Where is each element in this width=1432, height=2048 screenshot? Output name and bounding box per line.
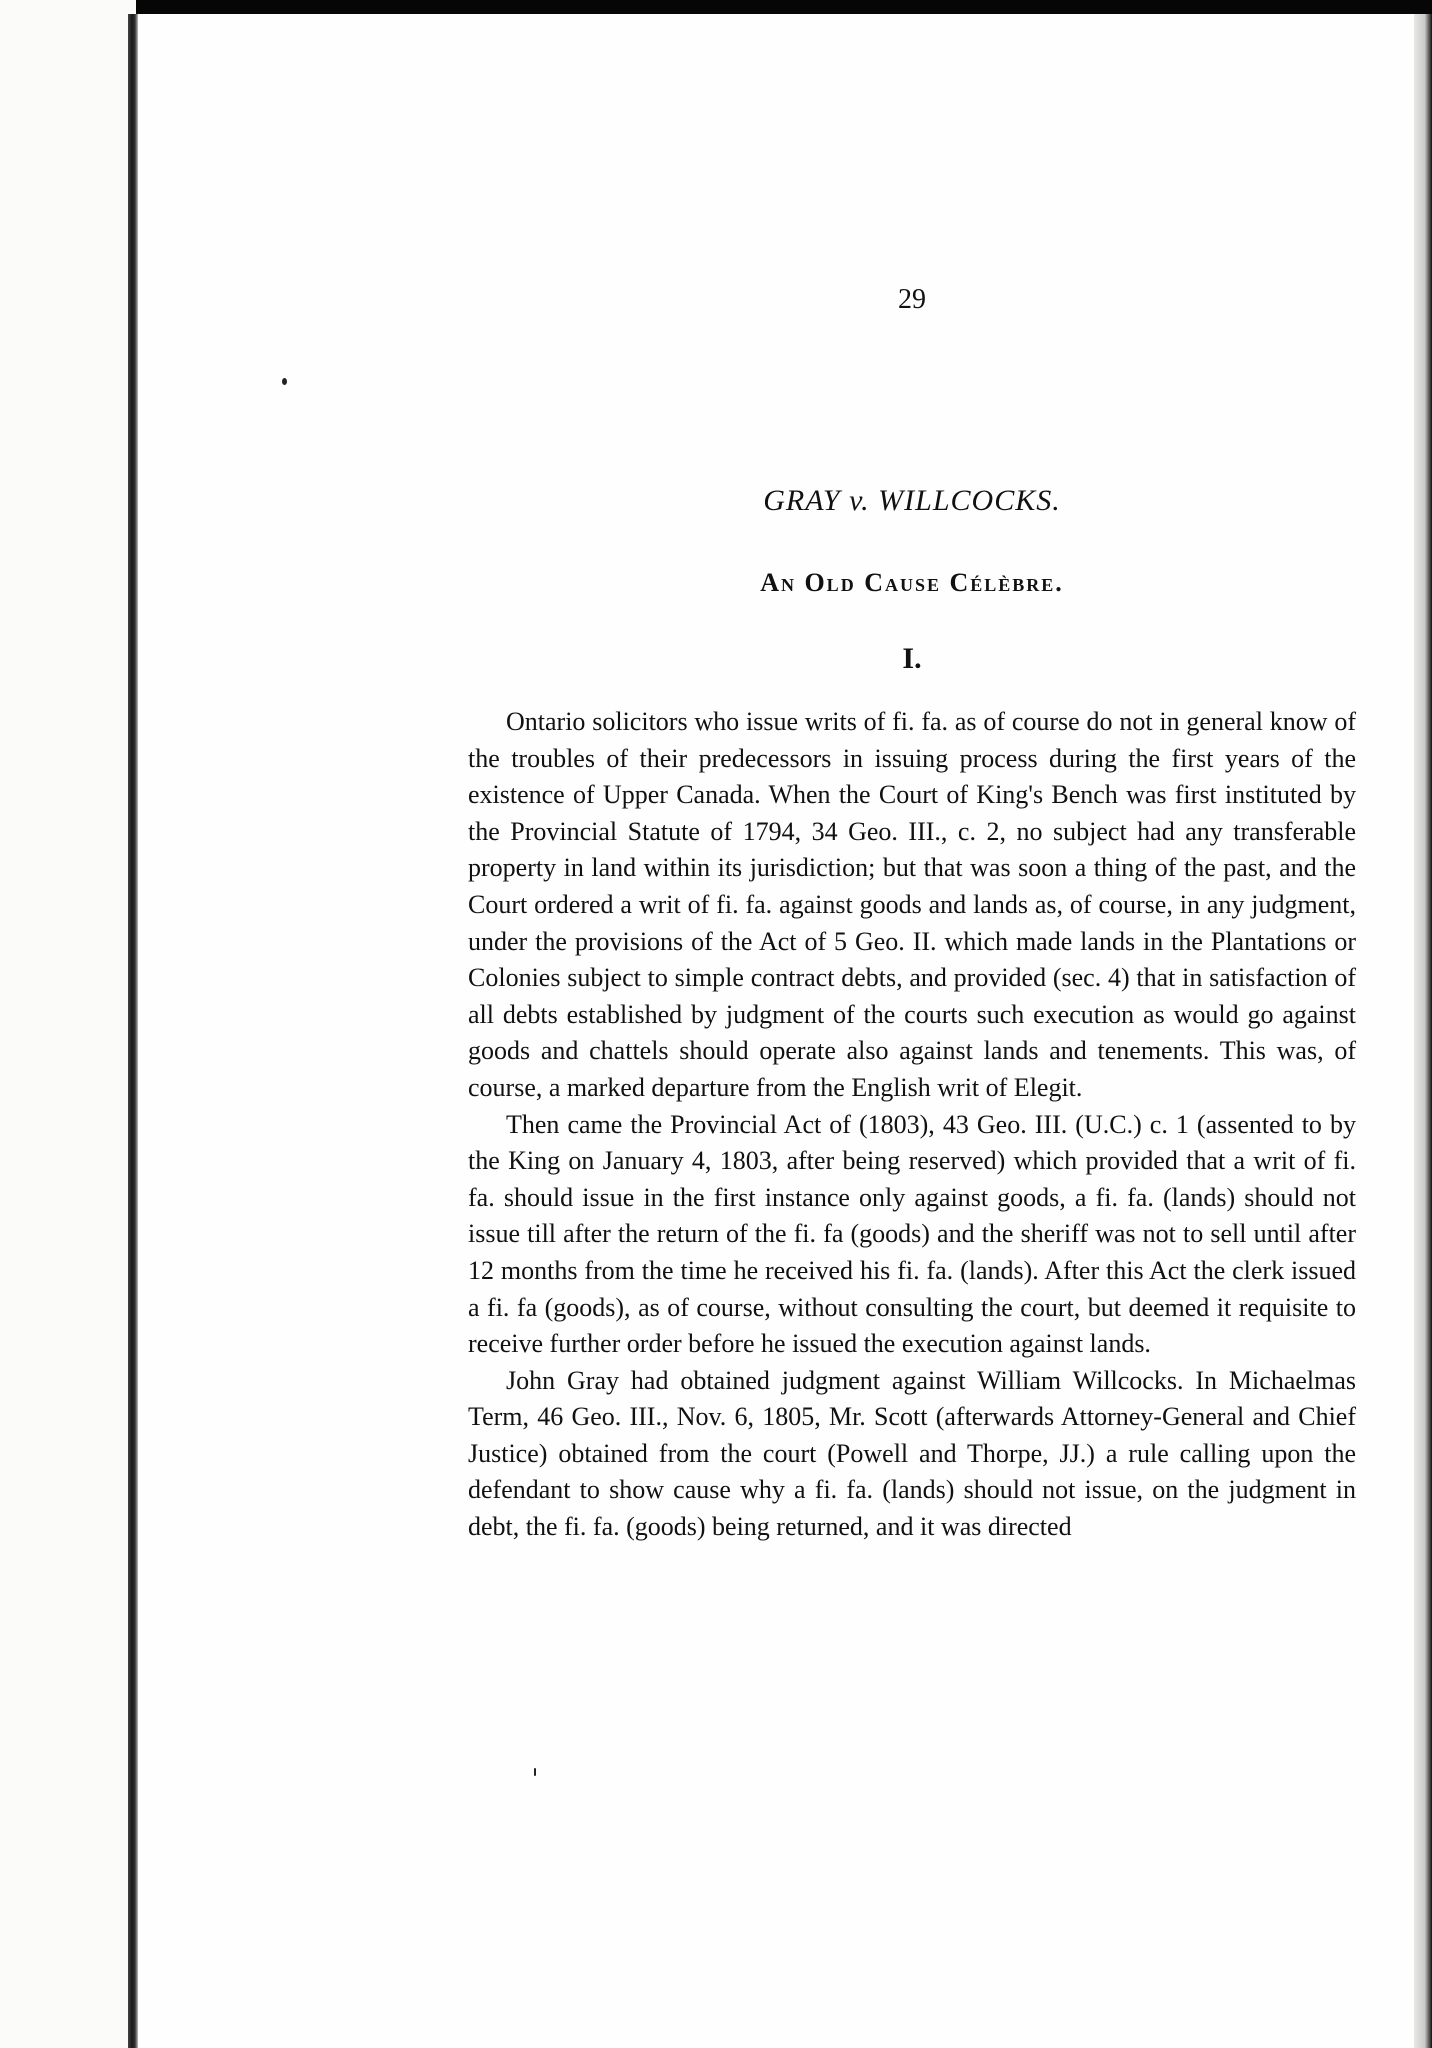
paragraph: Then came the Provincial Act of (1803), 43 Geo. III. (U.C.) c. 1 (assented to by the King on January 4, 1803, after being reserved) which provided that a writ of fi. fa. should issue in the first instance only against goods, a fi. fa. (lands) should not issue till after the return of the fi. fa (goods) and the sheriff was not to sell until after 12 months from the time he received his fi. fa. (lands). After this Act the clerk issued a fi. fa (goods), as of course, without consulting the court, but deemed it requisite to receive further order before he issued the execution against lands. bbox=[468, 1109, 1356, 1359]
dust-speck bbox=[282, 378, 287, 385]
scan-right-border bbox=[1414, 14, 1432, 2048]
book-page bbox=[138, 14, 1414, 2048]
scan-left-margin bbox=[0, 0, 136, 2048]
scan-top-border bbox=[0, 0, 1432, 14]
dust-speck bbox=[534, 1768, 536, 1776]
binding-edge-shadow bbox=[128, 14, 138, 2048]
article-title: GRAY v. WILLCOCKS. bbox=[763, 484, 1061, 517]
article-subtitle: An Old Cause Célèbre. bbox=[760, 568, 1064, 597]
paragraph: Ontario solicitors who issue writs of fi. fa. as of course do not in general know of the troubles of their predecessors in issuing process during the first years of the existence of Upper Canada. When the Court of King's Bench was first instituted by the Provincial Statute of 1794, 34 Geo. III., c. 2, no subject had any transferable property in land within its jurisdiction; but that was soon a thing of the past, and the Court ordered a writ of fi. fa. against goods and lands as, of course, in any judgment, under the provisions of the Act of 5 Geo. II. which made lands in the Plantations or Colonies subject to simple contract debts, and provided (sec. 4) that in satisfaction of all debts established by judgment of the courts such execution as would go against goods and chattels should operate also against lands and tenements. This was, of course, a marked departure from the English writ of Elegit. bbox=[468, 707, 1356, 1102]
body-text bbox=[468, 704, 1356, 1546]
page-number: 29 bbox=[898, 284, 926, 315]
paragraph: John Gray had obtained judgment against William Willcocks. In Michaelmas Term, 46 Geo. III., Nov. 6, 1805, Mr. Scott (afterwards Attorney-General and Chief Justice) obtained from the court (Powell and Thorpe, JJ.) a rule calling upon the defendant to show cause why a fi. fa. (lands) should not issue, on the judgment in debt, the fi. fa. (goods) being returned, and it was directed bbox=[468, 1365, 1356, 1542]
section-heading: I. bbox=[902, 642, 922, 675]
